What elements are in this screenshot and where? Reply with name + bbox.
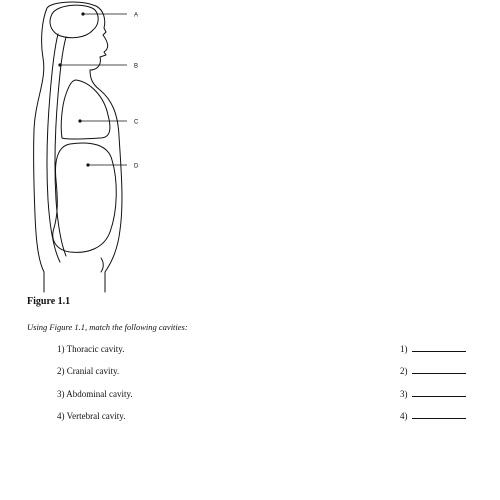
question-thoracic: 1) Thoracic cavity. xyxy=(57,344,125,354)
thoracic-cavity xyxy=(61,80,110,139)
answer-slot-4 xyxy=(400,411,466,421)
pointer-dot-d xyxy=(87,164,89,166)
label-a: A xyxy=(134,12,139,19)
abdominal-cavity xyxy=(53,143,116,252)
instructions: Using Figure 1.1, match the following cavities: xyxy=(27,322,188,332)
pointer-dot-a xyxy=(82,13,84,15)
answer-number: 2) xyxy=(400,366,408,376)
answer-blank[interactable] xyxy=(412,418,466,419)
answer-slot-2 xyxy=(400,366,466,376)
answer-blank[interactable] xyxy=(412,373,466,374)
hip-detail xyxy=(101,258,103,272)
answer-number: 4) xyxy=(400,411,408,421)
pointer-dot-c xyxy=(79,120,81,122)
label-b: B xyxy=(134,63,139,70)
pointer-dot-b xyxy=(59,64,61,66)
answer-slot-3 xyxy=(400,389,466,399)
label-c: C xyxy=(134,119,139,126)
question-abdominal: 3) Abdominal cavity. xyxy=(57,389,133,399)
question-cranial: 2) Cranial cavity. xyxy=(57,366,120,376)
answer-blank[interactable] xyxy=(412,351,466,352)
answer-blank[interactable] xyxy=(412,396,466,397)
answer-number: 3) xyxy=(400,389,408,399)
label-d: D xyxy=(134,163,139,170)
vertebral-canal xyxy=(47,34,66,262)
cranial-cavity xyxy=(50,5,98,38)
answer-number: 1) xyxy=(400,344,408,354)
answer-slot-1 xyxy=(400,344,466,354)
question-vertebral: 4) Vertebral cavity. xyxy=(57,411,126,421)
figure-caption: Figure 1.1 xyxy=(27,296,71,307)
